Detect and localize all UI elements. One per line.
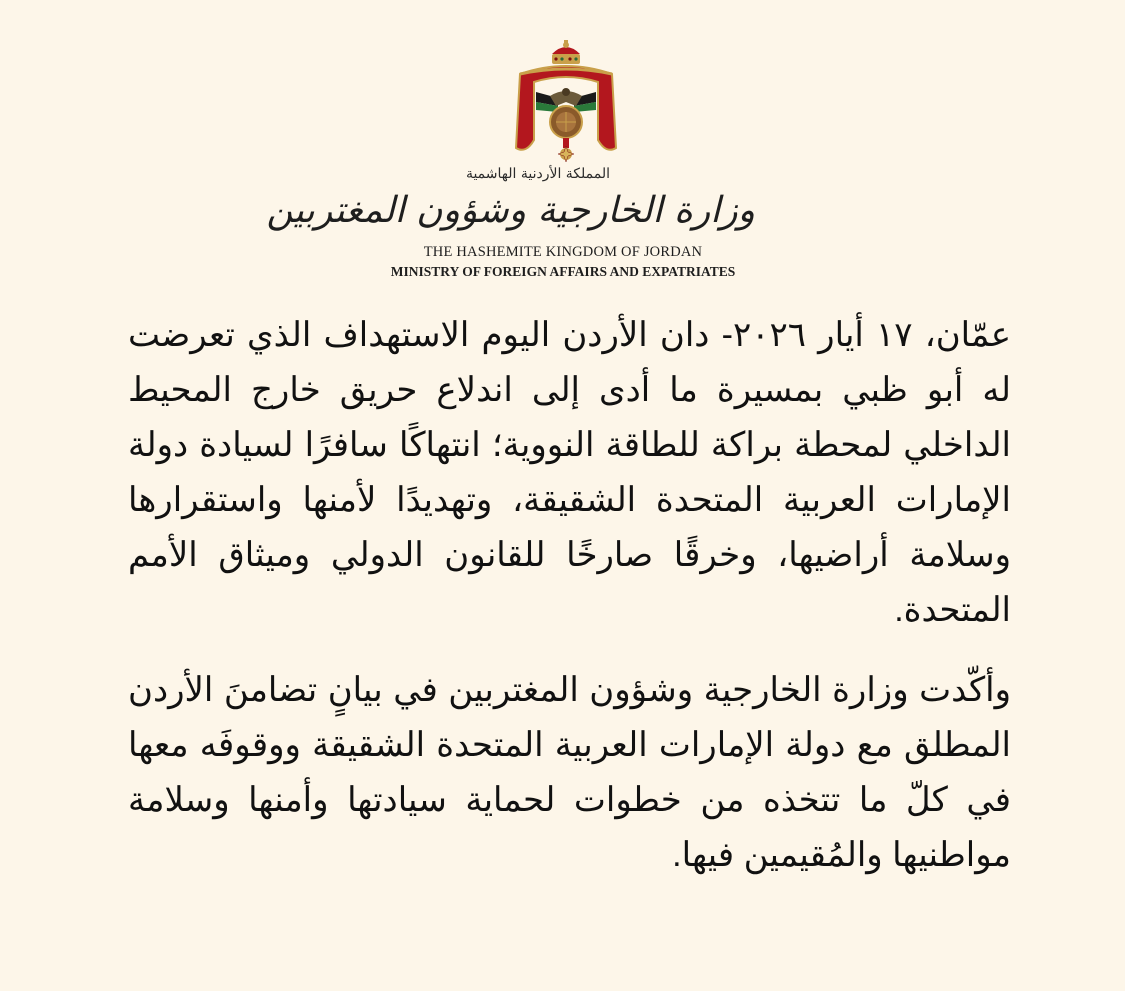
ministry-name-english: MINISTRY OF FOREIGN AFFAIRS AND EXPATRIATES (390, 264, 736, 279)
statement-paragraph-1: عمّان، ١٧ أيار ٢٠٢٦- دان الأردن اليوم الاستهداف الذي تعرضت له أبو ظبي بمسيرة ما أدى إلى اندلاع حريق خارج المحيط الداخلي لمحطة براكة للطاقة النووية؛ انتهاكًا سافرًا لسيادة دولة الإمارات العربية المتحدة الشقيقة، وتهديدًا لأمنها واستقرارها وسلامة أراضيها، وخرقًا صارخًا للقانون الدولي وميثاق الأمم المتحدة. (128, 316, 1011, 629)
statement-body (128, 308, 1011, 883)
crown-icon (552, 40, 580, 64)
kingdom-name-arabic: المملكة الأردنية الهاشمية (465, 166, 610, 182)
kingdom-name-english: THE HASHEMITE KINGDOM OF JORDAN (423, 244, 703, 260)
statement-paragraph-2: وأكّدت وزارة الخارجية وشؤون المغتربين في بيانٍ تضامنَ الأردن المطلق مع دولة الإمارات العربية المتحدة الشقيقة ووقوفَه معها في كلّ ما تتخذه من خطوات لحماية سيادتها وأمنها وسلامة مواطنيها والمُقيمين فيها. (128, 671, 1011, 874)
jordan-royal-coat-of-arms-icon (506, 40, 626, 170)
ministry-name-arabic: وزارة الخارجية وشؤون المغتربين (266, 190, 755, 231)
